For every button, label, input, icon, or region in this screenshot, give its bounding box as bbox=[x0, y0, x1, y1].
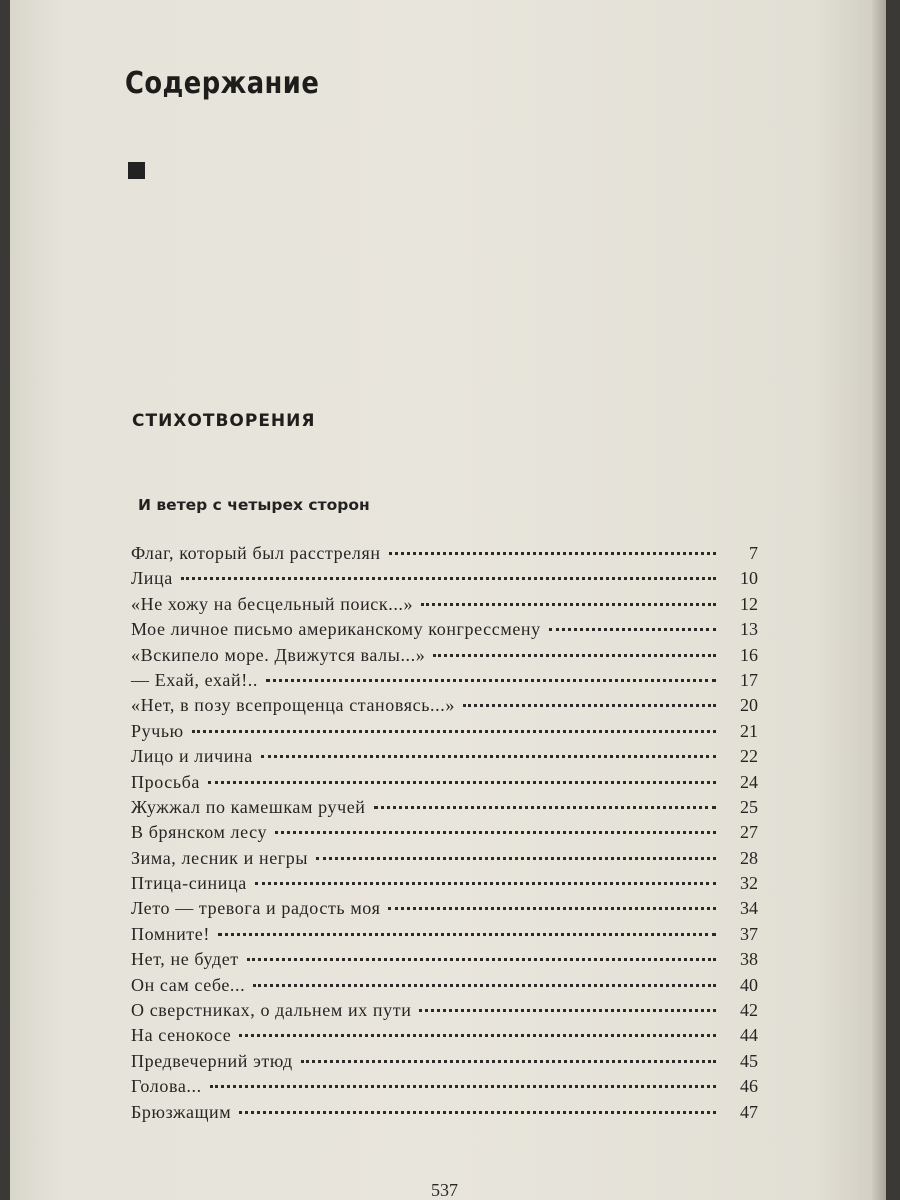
toc-entry bbox=[131, 645, 758, 670]
book-page bbox=[10, 0, 886, 1200]
toc-entry bbox=[131, 898, 758, 923]
dot-leader bbox=[253, 984, 716, 987]
toc-entry-page: 47 bbox=[740, 1101, 758, 1122]
toc-entry-page: 42 bbox=[740, 1000, 758, 1021]
dot-leader bbox=[208, 781, 716, 784]
toc-entry-title: В брянском лесу bbox=[131, 822, 268, 843]
section-heading: СТИХОТВОРЕНИЯ bbox=[132, 411, 316, 431]
toc-entry bbox=[131, 848, 758, 873]
toc-entry-title: Жужжал по камешкам ручей bbox=[131, 796, 366, 817]
toc-entry-title: Голова... bbox=[131, 1076, 202, 1097]
dot-leader bbox=[239, 1111, 716, 1114]
toc-entry bbox=[131, 721, 758, 746]
dot-leader bbox=[239, 1034, 716, 1037]
toc-entry-page: 37 bbox=[740, 923, 758, 944]
toc-entry bbox=[131, 797, 758, 822]
toc-entry-page: 38 bbox=[740, 949, 758, 970]
toc-entry bbox=[131, 1000, 758, 1025]
toc-entry bbox=[131, 873, 758, 898]
toc-entry-page: 24 bbox=[740, 771, 758, 792]
toc-entry bbox=[131, 543, 758, 568]
toc-entry bbox=[131, 594, 758, 619]
toc-entry-page: 17 bbox=[740, 669, 758, 690]
toc-entry bbox=[131, 1025, 758, 1050]
toc-entry-title: Брюзжащим bbox=[131, 1101, 232, 1122]
dot-leader bbox=[247, 958, 716, 961]
toc-entry bbox=[131, 568, 758, 593]
toc-entry-title: Птица-синица bbox=[131, 873, 247, 894]
toc-entry bbox=[131, 975, 758, 1000]
toc-entry bbox=[131, 670, 758, 695]
toc-entry-title: — Ехай, ехай!.. bbox=[131, 669, 259, 690]
toc-entry-page: 40 bbox=[740, 974, 758, 995]
toc-entry-title: «Не хожу на бесцельный поиск...» bbox=[131, 593, 414, 614]
subsection-heading: И ветер с четырех сторон bbox=[138, 496, 370, 514]
toc-entry-title: Он сам себе... bbox=[131, 974, 246, 995]
toc-entry-title: Лица bbox=[131, 568, 173, 589]
dot-leader bbox=[388, 907, 716, 910]
dot-leader bbox=[433, 654, 716, 657]
dot-leader bbox=[421, 603, 716, 606]
toc-entry bbox=[131, 772, 758, 797]
dot-leader bbox=[192, 730, 716, 733]
toc-entry-title: Зима, лесник и негры bbox=[131, 847, 309, 868]
toc-entry-page: 22 bbox=[740, 746, 758, 767]
toc-entry bbox=[131, 924, 758, 949]
toc-entry bbox=[131, 695, 758, 720]
dot-leader bbox=[218, 933, 716, 936]
dot-leader bbox=[210, 1085, 716, 1088]
toc-entry bbox=[131, 949, 758, 974]
toc-entry-page: 32 bbox=[740, 873, 758, 894]
page-edge bbox=[872, 0, 886, 1200]
toc-entry-page: 28 bbox=[740, 847, 758, 868]
toc-entry-title: Нет, не будет bbox=[131, 949, 239, 970]
dot-leader bbox=[181, 577, 716, 580]
dot-leader bbox=[374, 806, 716, 809]
toc-entry-title: Лето — тревога и радость моя bbox=[131, 898, 381, 919]
toc-entry bbox=[131, 1102, 758, 1127]
page-title: Содержание bbox=[125, 66, 320, 101]
dot-leader bbox=[316, 857, 716, 860]
toc-entry-title: Помните! bbox=[131, 923, 210, 944]
toc-entry-title: «Нет, в позу всепрощенца становясь...» bbox=[131, 695, 455, 716]
toc-entry-title: Флаг, который был расстрелян bbox=[131, 543, 381, 563]
toc-entry-page: 27 bbox=[740, 822, 758, 843]
toc-entry bbox=[131, 1076, 758, 1101]
dot-leader bbox=[261, 755, 716, 758]
toc-entry-title: Ручью bbox=[131, 720, 184, 741]
toc-entry-page: 25 bbox=[740, 796, 758, 817]
toc-entry bbox=[131, 619, 758, 644]
toc-entry-page: 16 bbox=[740, 644, 758, 665]
dot-leader bbox=[549, 628, 716, 631]
dot-leader bbox=[266, 679, 716, 682]
toc-entry-title: Просьба bbox=[131, 771, 200, 792]
toc-entry bbox=[131, 822, 758, 847]
toc-entry-title: На сенокосе bbox=[131, 1025, 232, 1046]
toc-entry-title: «Вскипело море. Движутся валы...» bbox=[131, 644, 426, 665]
toc-entry-page: 34 bbox=[740, 898, 758, 919]
table-of-contents bbox=[131, 543, 758, 1127]
page-number: 537 bbox=[431, 1180, 458, 1200]
toc-entry-title: Мое личное письмо американскому конгрессмену bbox=[131, 619, 541, 640]
toc-entry-page: 13 bbox=[740, 619, 758, 640]
dot-leader bbox=[419, 1009, 716, 1012]
toc-entry-title: Предвечерний этюд bbox=[131, 1050, 293, 1071]
toc-entry bbox=[131, 1051, 758, 1076]
square-bullet-icon bbox=[128, 162, 145, 179]
toc-entry-page: 10 bbox=[740, 568, 758, 589]
toc-entry-page: 12 bbox=[740, 593, 758, 614]
toc-entry-title: Лицо и личина bbox=[131, 746, 253, 767]
dot-leader bbox=[255, 882, 716, 885]
toc-entry-page: 20 bbox=[740, 695, 758, 716]
dot-leader bbox=[301, 1060, 716, 1063]
toc-entry-page: 44 bbox=[740, 1025, 758, 1046]
toc-entry-page: 45 bbox=[740, 1050, 758, 1071]
dot-leader bbox=[463, 704, 716, 707]
toc-entry-page: 46 bbox=[740, 1076, 758, 1097]
dot-leader bbox=[275, 831, 716, 834]
toc-entry-title: О сверстниках, о дальнем их пути bbox=[131, 1000, 412, 1021]
toc-entry bbox=[131, 746, 758, 771]
toc-entry-page: 21 bbox=[740, 720, 758, 741]
dot-leader bbox=[389, 552, 716, 555]
toc-entry-page: 7 bbox=[749, 543, 758, 563]
